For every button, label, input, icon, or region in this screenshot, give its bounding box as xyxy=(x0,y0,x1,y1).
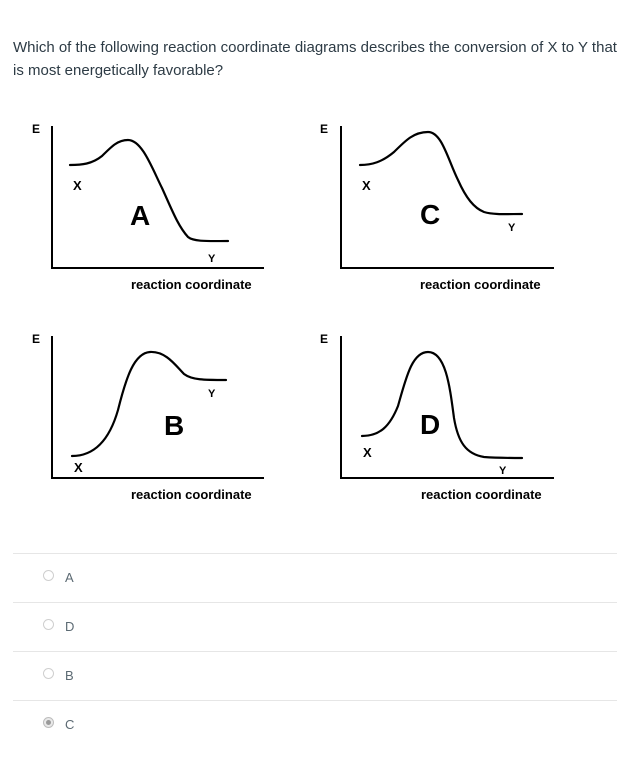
diagram-d xyxy=(308,328,578,508)
diagram-d-svg xyxy=(308,328,578,508)
energy-axis-label: E xyxy=(320,122,329,136)
x-axis-label: reaction coordinate xyxy=(131,277,252,292)
axis xyxy=(341,336,554,478)
product-label: Y xyxy=(508,222,516,234)
energy-curve xyxy=(72,352,226,456)
energy-axis-label: E xyxy=(320,332,329,346)
diagram-b xyxy=(20,328,290,508)
axis xyxy=(52,336,264,478)
energy-axis-label: E xyxy=(32,122,41,136)
energy-axis-label: E xyxy=(32,332,41,346)
diagram-b-svg xyxy=(20,328,290,508)
diagram-letter: C xyxy=(420,199,441,230)
reactant-label: X xyxy=(362,178,371,193)
diagram-a-svg xyxy=(20,118,290,298)
radio-option-c[interactable] xyxy=(43,717,54,728)
diagram-a xyxy=(20,118,290,298)
option-d[interactable] xyxy=(13,602,617,651)
axis xyxy=(52,126,264,268)
option-label: C xyxy=(65,717,75,732)
answer-options xyxy=(13,553,617,749)
radio-option-d[interactable] xyxy=(43,619,54,630)
x-axis-label: reaction coordinate xyxy=(421,487,542,502)
radio-option-a[interactable] xyxy=(43,570,54,581)
product-label: Y xyxy=(208,388,216,400)
diagram-letter: D xyxy=(420,409,441,440)
question-text: Which of the following reaction coordinate diagrams describes the conversion of X to Y that is most energetically favorable? xyxy=(13,39,617,79)
axis xyxy=(341,126,554,268)
radio-option-b[interactable] xyxy=(43,668,54,679)
diagram-c xyxy=(308,118,578,298)
reactant-label: X xyxy=(363,445,372,460)
option-c[interactable] xyxy=(13,700,617,749)
option-label: B xyxy=(65,668,74,683)
x-axis-label: reaction coordinate xyxy=(420,277,541,292)
x-axis-label: reaction coordinate xyxy=(131,487,252,502)
reactant-label: X xyxy=(74,460,83,475)
option-a[interactable] xyxy=(13,553,617,602)
diagram-letter: B xyxy=(164,410,185,441)
option-b[interactable] xyxy=(13,651,617,700)
energy-curve xyxy=(360,132,522,214)
diagram-c-svg xyxy=(308,118,578,298)
energy-curve xyxy=(362,352,522,458)
reactant-label: X xyxy=(73,178,82,193)
option-label: A xyxy=(65,570,74,585)
product-label: Y xyxy=(208,253,216,265)
option-label: D xyxy=(65,619,75,634)
diagram-letter: A xyxy=(130,200,151,231)
product-label: Y xyxy=(499,465,507,477)
